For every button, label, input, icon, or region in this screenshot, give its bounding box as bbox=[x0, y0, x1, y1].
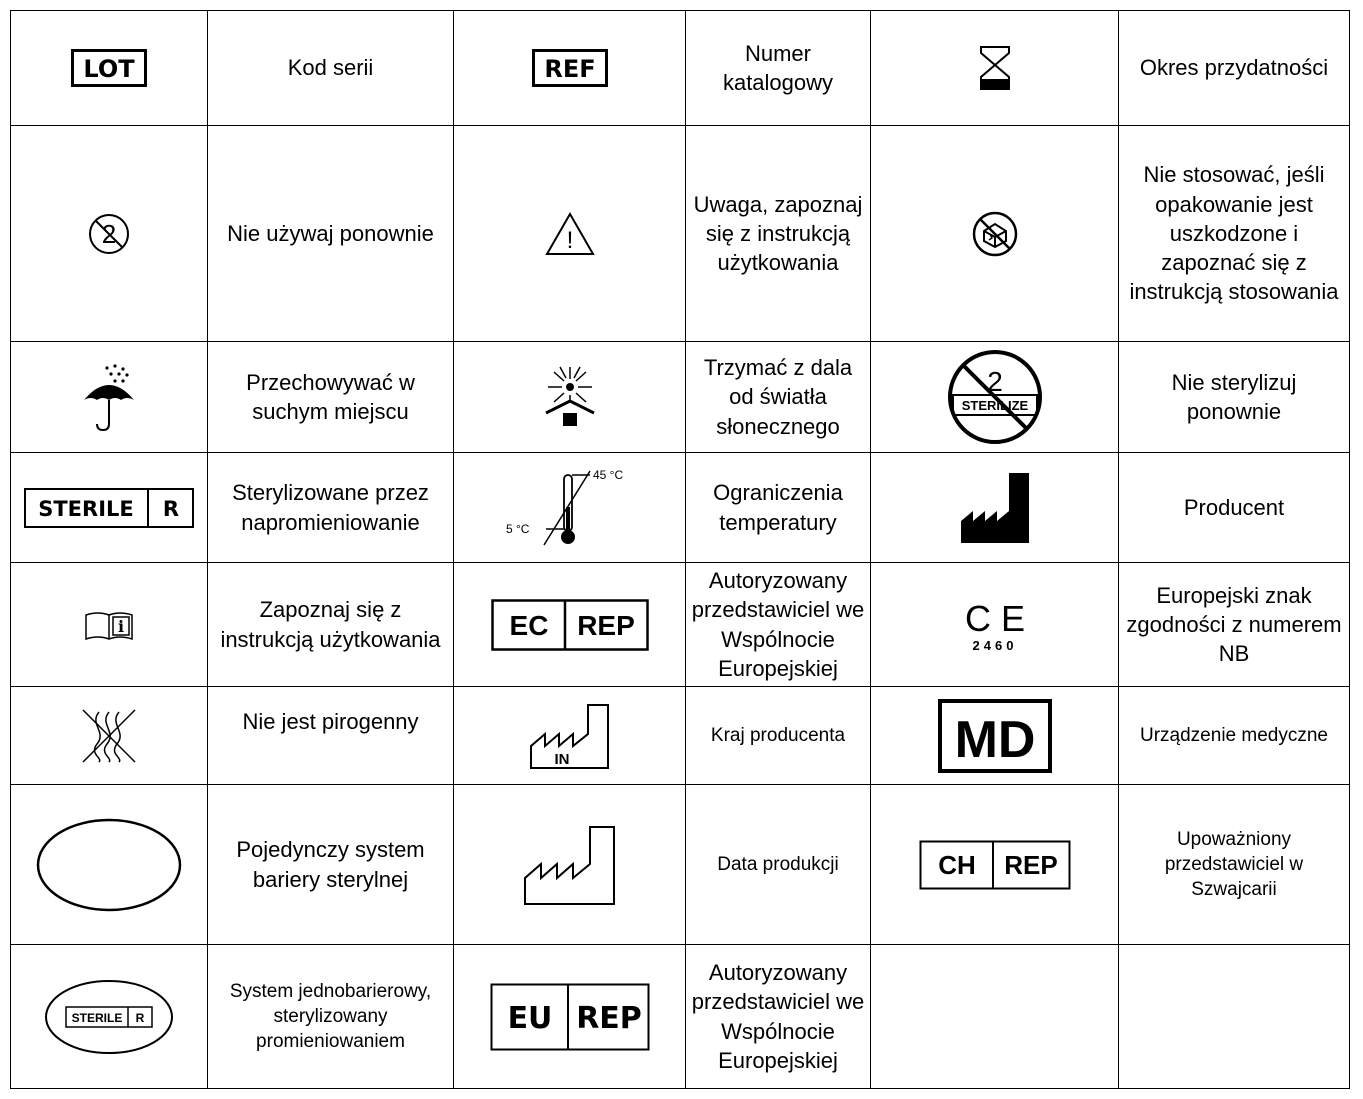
symbol-cell bbox=[11, 945, 208, 1089]
table-row bbox=[11, 945, 1350, 1089]
ec-rep-icon bbox=[491, 599, 649, 651]
symbols-table bbox=[10, 10, 1350, 1089]
label-cell: Nie jest pirogenny bbox=[208, 687, 454, 785]
table-row bbox=[11, 342, 1350, 453]
svg-text:REP: REP bbox=[575, 1000, 642, 1036]
label-cell: Upoważniony przedstawiciel w Szwajcarii bbox=[1119, 785, 1350, 945]
symbol-cell bbox=[871, 11, 1119, 126]
symbol-cell bbox=[11, 785, 208, 945]
symbol-cell bbox=[871, 126, 1119, 342]
label-cell: Numer katalogowy bbox=[686, 11, 871, 126]
keep-away-sunlight-icon bbox=[540, 365, 600, 429]
svg-text:REP: REP bbox=[1003, 849, 1058, 880]
table-row bbox=[11, 126, 1350, 342]
svg-text:STERILE: STERILE bbox=[71, 1010, 123, 1025]
svg-text:2: 2 bbox=[986, 366, 1003, 397]
symbol-cell bbox=[454, 785, 686, 945]
svg-text:5 °C: 5 °C bbox=[505, 521, 529, 536]
table-row bbox=[11, 687, 1350, 785]
symbol-cell bbox=[454, 342, 686, 453]
label-cell: Autoryzowany przedstawiciel we Wspólnocie Europejskiej bbox=[686, 945, 871, 1089]
label-cell: Uwaga, zapoznaj się z instrukcją użytkowania bbox=[686, 126, 871, 342]
lot-icon bbox=[71, 49, 147, 87]
ce-mark-icon bbox=[963, 597, 1027, 653]
symbol-cell bbox=[454, 563, 686, 687]
symbol-cell bbox=[454, 126, 686, 342]
symbol-cell bbox=[11, 563, 208, 687]
table-row bbox=[11, 563, 1350, 687]
label-cell: Okres przydatności bbox=[1119, 11, 1350, 126]
empty-symbol-cell bbox=[871, 945, 1119, 1089]
svg-text:2: 2 bbox=[101, 218, 117, 249]
svg-text:STERILE: STERILE bbox=[38, 496, 134, 521]
svg-text:45 °C: 45 °C bbox=[592, 467, 623, 482]
svg-text:EU: EU bbox=[507, 1000, 552, 1036]
medical-device-icon bbox=[938, 699, 1052, 773]
eu-rep-icon bbox=[490, 983, 650, 1051]
symbol-cell bbox=[871, 687, 1119, 785]
svg-text:i: i bbox=[117, 616, 125, 636]
label-cell: Nie stosować, jeśli opakowanie jest uszkodzone i zapoznać się z instrukcją stosowania bbox=[1119, 126, 1350, 342]
single-barrier-sterile-r-icon bbox=[44, 979, 174, 1055]
label-cell: Europejski znak zgodności z numerem NB bbox=[1119, 563, 1350, 687]
label-cell: Zapoznaj się z instrukcją użytkowania bbox=[208, 563, 454, 687]
table-row bbox=[11, 453, 1350, 563]
label-cell: Ograniczenia temperatury bbox=[686, 453, 871, 563]
label-cell: System jednobarierowy, sterylizowany promieniowaniem bbox=[208, 945, 454, 1089]
symbol-cell bbox=[871, 342, 1119, 453]
symbol-cell bbox=[454, 11, 686, 126]
table-row bbox=[11, 11, 1350, 126]
svg-text:R: R bbox=[135, 1010, 145, 1025]
do-not-resterilize-icon bbox=[945, 347, 1045, 447]
date-of-manufacture-icon bbox=[522, 824, 618, 906]
symbol-cell bbox=[11, 342, 208, 453]
svg-text:REP: REP bbox=[576, 609, 635, 641]
svg-text:LOT: LOT bbox=[83, 55, 135, 83]
symbol-cell bbox=[871, 785, 1119, 945]
symbol-cell bbox=[11, 126, 208, 342]
keep-dry-icon bbox=[82, 362, 136, 432]
label-cell: Data produkcji bbox=[686, 785, 871, 945]
temperature-limit-icon bbox=[504, 467, 636, 549]
svg-text:IN: IN bbox=[554, 750, 569, 768]
symbol-cell bbox=[454, 453, 686, 563]
label-cell: Pojedynczy system bariery sterylnej bbox=[208, 785, 454, 945]
table-row bbox=[11, 785, 1350, 945]
ref-icon bbox=[532, 49, 608, 87]
svg-text:R: R bbox=[162, 496, 180, 521]
caution-icon bbox=[545, 212, 595, 256]
single-sterile-barrier-icon bbox=[35, 817, 183, 913]
symbol-cell bbox=[11, 687, 208, 785]
label-cell: Nie sterylizuj ponownie bbox=[1119, 342, 1350, 453]
label-cell: Producent bbox=[1119, 453, 1350, 563]
ch-rep-icon bbox=[919, 840, 1071, 890]
hourglass-icon bbox=[978, 45, 1012, 91]
symbol-cell bbox=[871, 563, 1119, 687]
label-cell: Kod serii bbox=[208, 11, 454, 126]
manufacturer-icon bbox=[959, 471, 1031, 545]
svg-text:REF: REF bbox=[543, 55, 596, 83]
label-cell: Urządzenie medyczne bbox=[1119, 687, 1350, 785]
label-cell: Sterylizowane przez napromieniowanie bbox=[208, 453, 454, 563]
svg-text:CH: CH bbox=[937, 849, 976, 880]
do-not-reuse-icon bbox=[88, 213, 130, 255]
consult-instructions-icon bbox=[84, 609, 134, 641]
label-cell: Trzymać z dala od światła słonecznego bbox=[686, 342, 871, 453]
symbol-cell bbox=[11, 453, 208, 563]
svg-text:EC: EC bbox=[509, 609, 548, 641]
non-pyrogenic-icon bbox=[77, 706, 141, 766]
empty-label-cell bbox=[1119, 945, 1350, 1089]
label-cell: Kraj producenta bbox=[686, 687, 871, 785]
symbol-cell bbox=[454, 945, 686, 1089]
symbol-cell bbox=[11, 11, 208, 126]
label-cell: Nie używaj ponownie bbox=[208, 126, 454, 342]
sterile-r-icon bbox=[24, 488, 194, 528]
symbol-cell bbox=[871, 453, 1119, 563]
symbol-cell bbox=[454, 687, 686, 785]
svg-text:C E: C E bbox=[964, 597, 1025, 639]
svg-text:MD: MD bbox=[954, 710, 1035, 769]
svg-text:STERILIZE: STERILIZE bbox=[961, 398, 1028, 413]
damaged-package-icon bbox=[971, 210, 1019, 258]
label-cell: Przechowywać w suchym miejscu bbox=[208, 342, 454, 453]
svg-text:2460: 2460 bbox=[972, 637, 1017, 653]
country-of-manufacture-icon bbox=[528, 702, 612, 770]
label-cell: Autoryzowany przedstawiciel we Wspólnocie Europejskiej bbox=[686, 563, 871, 687]
svg-text:!: ! bbox=[566, 226, 573, 254]
